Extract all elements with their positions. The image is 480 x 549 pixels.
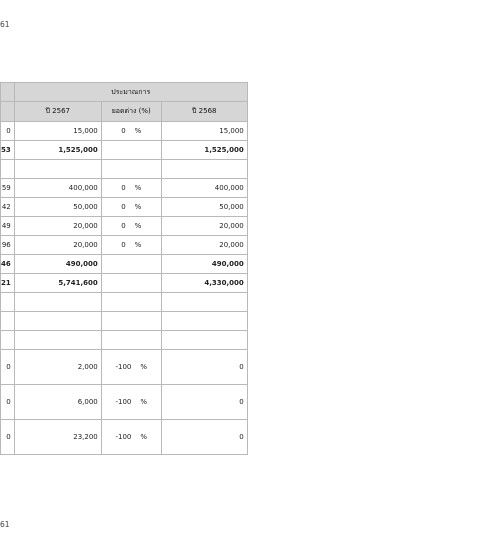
percent-sign: %	[134, 241, 142, 249]
cell-year-2568: 15,000	[161, 122, 247, 141]
cell-year-2568: 20,000	[161, 236, 247, 255]
cell-difference-percent	[101, 331, 161, 350]
cell-year-2568	[161, 312, 247, 331]
percent-sign: %	[134, 203, 142, 211]
table-row	[1, 385, 248, 420]
percent-sign: %	[134, 184, 142, 192]
difference-value: 0	[121, 184, 126, 192]
cell-year-2568: 50,000	[161, 198, 247, 217]
cell-year-2567: 15,000	[14, 122, 101, 141]
cell-year-2568	[161, 160, 247, 179]
percent-sign: %	[134, 222, 142, 230]
difference-value: 0	[121, 241, 126, 249]
cell-previous-year-partial	[1, 312, 15, 331]
difference-value: -100	[115, 433, 132, 441]
cell-difference-percent	[101, 122, 161, 141]
cell-year-2567: 1,525,000	[14, 141, 101, 160]
cell-difference-percent	[101, 179, 161, 198]
table-row	[1, 236, 248, 255]
header-group-row	[1, 83, 248, 102]
difference-value: 0	[121, 203, 126, 211]
table-row	[1, 141, 248, 160]
cell-difference-percent	[101, 198, 161, 217]
cell-year-2568: 1,525,000	[161, 141, 247, 160]
cell-previous-year-partial: 0	[1, 385, 15, 420]
difference-value: 0	[121, 127, 126, 135]
cell-year-2567	[14, 331, 101, 350]
header-cell-blank	[1, 83, 15, 102]
table-row	[1, 217, 248, 236]
table-row	[1, 160, 248, 179]
cell-difference-percent	[101, 293, 161, 312]
header-cell-blank	[1, 102, 15, 122]
cell-year-2568: 400,000	[161, 179, 247, 198]
cell-year-2567: 400,000	[14, 179, 101, 198]
table-row	[1, 122, 248, 141]
cell-year-2568	[161, 293, 247, 312]
cell-previous-year-partial: 46	[1, 255, 15, 274]
header-year-2567: ปี 2567	[14, 102, 101, 122]
cell-previous-year-partial: 49	[1, 217, 15, 236]
cell-previous-year-partial	[1, 160, 15, 179]
cell-previous-year-partial	[1, 331, 15, 350]
percent-sign: %	[140, 433, 148, 441]
cell-previous-year-partial: 59	[1, 179, 15, 198]
difference-value: -100	[115, 398, 132, 406]
cell-difference-percent	[101, 350, 161, 385]
difference-value: -100	[115, 363, 132, 371]
cell-year-2567: 20,000	[14, 217, 101, 236]
budget-table-body	[1, 83, 248, 455]
cell-previous-year-partial: 42	[1, 198, 15, 217]
cell-previous-year-partial: 53	[1, 141, 15, 160]
cell-year-2568: 0	[161, 385, 247, 420]
cell-difference-percent	[101, 236, 161, 255]
table-row	[1, 255, 248, 274]
page-number-top: 61	[0, 20, 10, 29]
cell-difference-percent	[101, 312, 161, 331]
cell-year-2568: 4,330,000	[161, 274, 247, 293]
cell-year-2567: 2,000	[14, 350, 101, 385]
cell-difference-percent	[101, 255, 161, 274]
cell-year-2567: 490,000	[14, 255, 101, 274]
table-row	[1, 350, 248, 385]
cell-difference-percent	[101, 160, 161, 179]
cell-previous-year-partial: 21	[1, 274, 15, 293]
cell-year-2567	[14, 160, 101, 179]
table-row	[1, 312, 248, 331]
cell-previous-year-partial	[1, 293, 15, 312]
table-row	[1, 274, 248, 293]
cell-difference-percent	[101, 217, 161, 236]
cell-previous-year-partial: 96	[1, 236, 15, 255]
table-row	[1, 293, 248, 312]
budget-table	[0, 82, 248, 455]
cell-difference-percent	[101, 274, 161, 293]
cell-year-2567: 5,741,600	[14, 274, 101, 293]
cell-year-2567	[14, 312, 101, 331]
cell-difference-percent	[101, 420, 161, 455]
percent-sign: %	[140, 363, 148, 371]
cell-previous-year-partial: 0	[1, 122, 15, 141]
cell-previous-year-partial: 0	[1, 350, 15, 385]
cell-previous-year-partial: 0	[1, 420, 15, 455]
header-year-2568: ปี 2568	[161, 102, 247, 122]
cell-year-2568: 490,000	[161, 255, 247, 274]
table-row	[1, 179, 248, 198]
table-row	[1, 331, 248, 350]
difference-value: 0	[121, 222, 126, 230]
cell-year-2567: 6,000	[14, 385, 101, 420]
percent-sign: %	[140, 398, 148, 406]
percent-sign: %	[134, 127, 142, 135]
cell-year-2568	[161, 331, 247, 350]
table-row	[1, 420, 248, 455]
header-estimate-group: ประมาณการ	[14, 83, 247, 102]
header-difference-percent: ยอดต่าง (%)	[101, 102, 161, 122]
cell-difference-percent	[101, 141, 161, 160]
cell-year-2568: 0	[161, 420, 247, 455]
header-columns-row	[1, 102, 248, 122]
cell-difference-percent	[101, 385, 161, 420]
page-number-bottom: 61	[0, 520, 10, 529]
cell-year-2567: 50,000	[14, 198, 101, 217]
cell-year-2567: 23,200	[14, 420, 101, 455]
cell-year-2567: 20,000	[14, 236, 101, 255]
table-row	[1, 198, 248, 217]
cell-year-2567	[14, 293, 101, 312]
cell-year-2568: 0	[161, 350, 247, 385]
cell-year-2568: 20,000	[161, 217, 247, 236]
